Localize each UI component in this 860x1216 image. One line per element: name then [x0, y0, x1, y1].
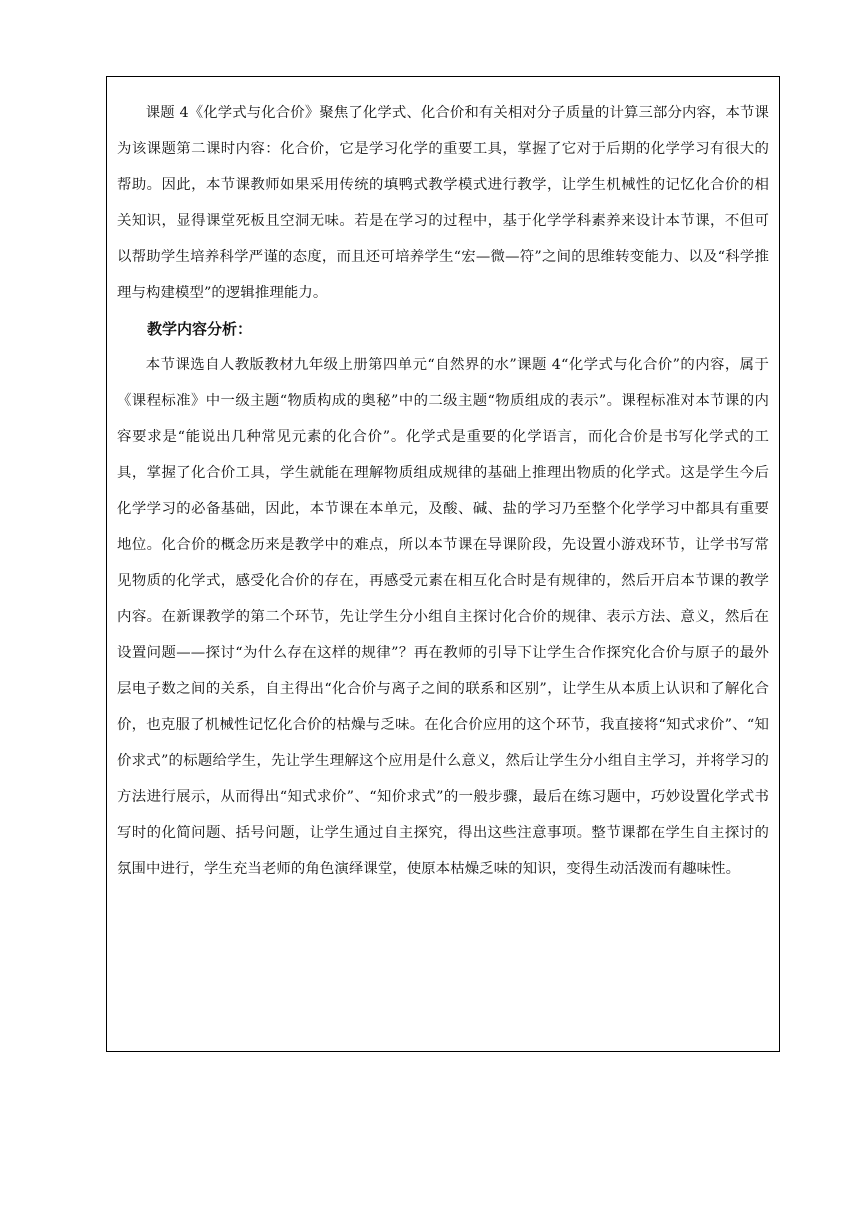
intro-paragraph: 课题 4《化学式与化合价》聚焦了化学式、化合价和有关相对分子质量的计算三部分内容，本节课为该课题第二课时内容：化合价，它是学习化学的重要工具，掌握了它对于后期的化学学习有很大的帮助。因此，本节课教师如果采用传统的填鸭式教学模式进行教学，让学生机械性的记忆化合价的相关知识，显得课堂死板且空洞无味。若是在学习的过程中，基于化学学科素养来设计本节课，不但可以帮助学生培养科学严谨的态度，而且还可培养学生“宏—微—符”之间的思维转变能力、以及“科学推理与构建模型”的逻辑推理能力。	[117, 105, 769, 301]
content-table-cell	[106, 76, 780, 1052]
analysis-paragraph: 本节课选自人教版教材九年级上册第四单元“自然界的水”课题 4“化学式与化合价”的内容，属于《课程标准》中一级主题“物质构成的奥秘”中的二级主题“物质组成的表示”。课程标准对本节课的内容要求是“能说出几种常见元素的化合价”。化学式是重要的化学语言，而化合价是书写化学式的工具，掌握了化合价工具，学生就能在理解物质组成规律的基础上推理出物质的化学式。这是学生今后化学学习的必备基础，因此，本节课在本单元，及酸、碱、盐的学习乃至整个化学学习中都具有重要地位。化合价的概念历来是教学中的难点，所以本节课在导课阶段，先设置小游戏环节，让学书写常见物质的化学式，感受化合价的存在，再感受元素在相互化合时是有规律的，然后开启本节课的教学内容。在新课教学的第二个环节，先让学生分小组自主探讨化合价的规律、表示方法、意义，然后在设置问题——探讨“为什么存在这样的规律”？再在教师的引导下让学生合作探究化合价与原子的最外层电子数之间的关系，自主得出“化合价与离子之间的联系和区别”，让学生从本质上认识和了解化合价，也克服了机械性记忆化合价的枯燥与乏味。在化合价应用的这个环节，我直接将“知式求价”、“知价求式”的标题给学生，先让学生理解这个应用是什么意义，然后让学生分小组自主学习，并将学习的方法进行展示，从而得出“知式求价”、“知价求式”的一般步骤，最后在练习题中，巧妙设置化学式书写时的化简问题、括号问题，让学生通过自主探究，得出这些注意事项。整节课都在学生自主探讨的氛围中进行，学生充当老师的角色演绎课堂，使原本枯燥乏味的知识，变得生动活泼而有趣味性。	[117, 357, 769, 877]
section-heading: 教学内容分析：	[147, 320, 253, 338]
